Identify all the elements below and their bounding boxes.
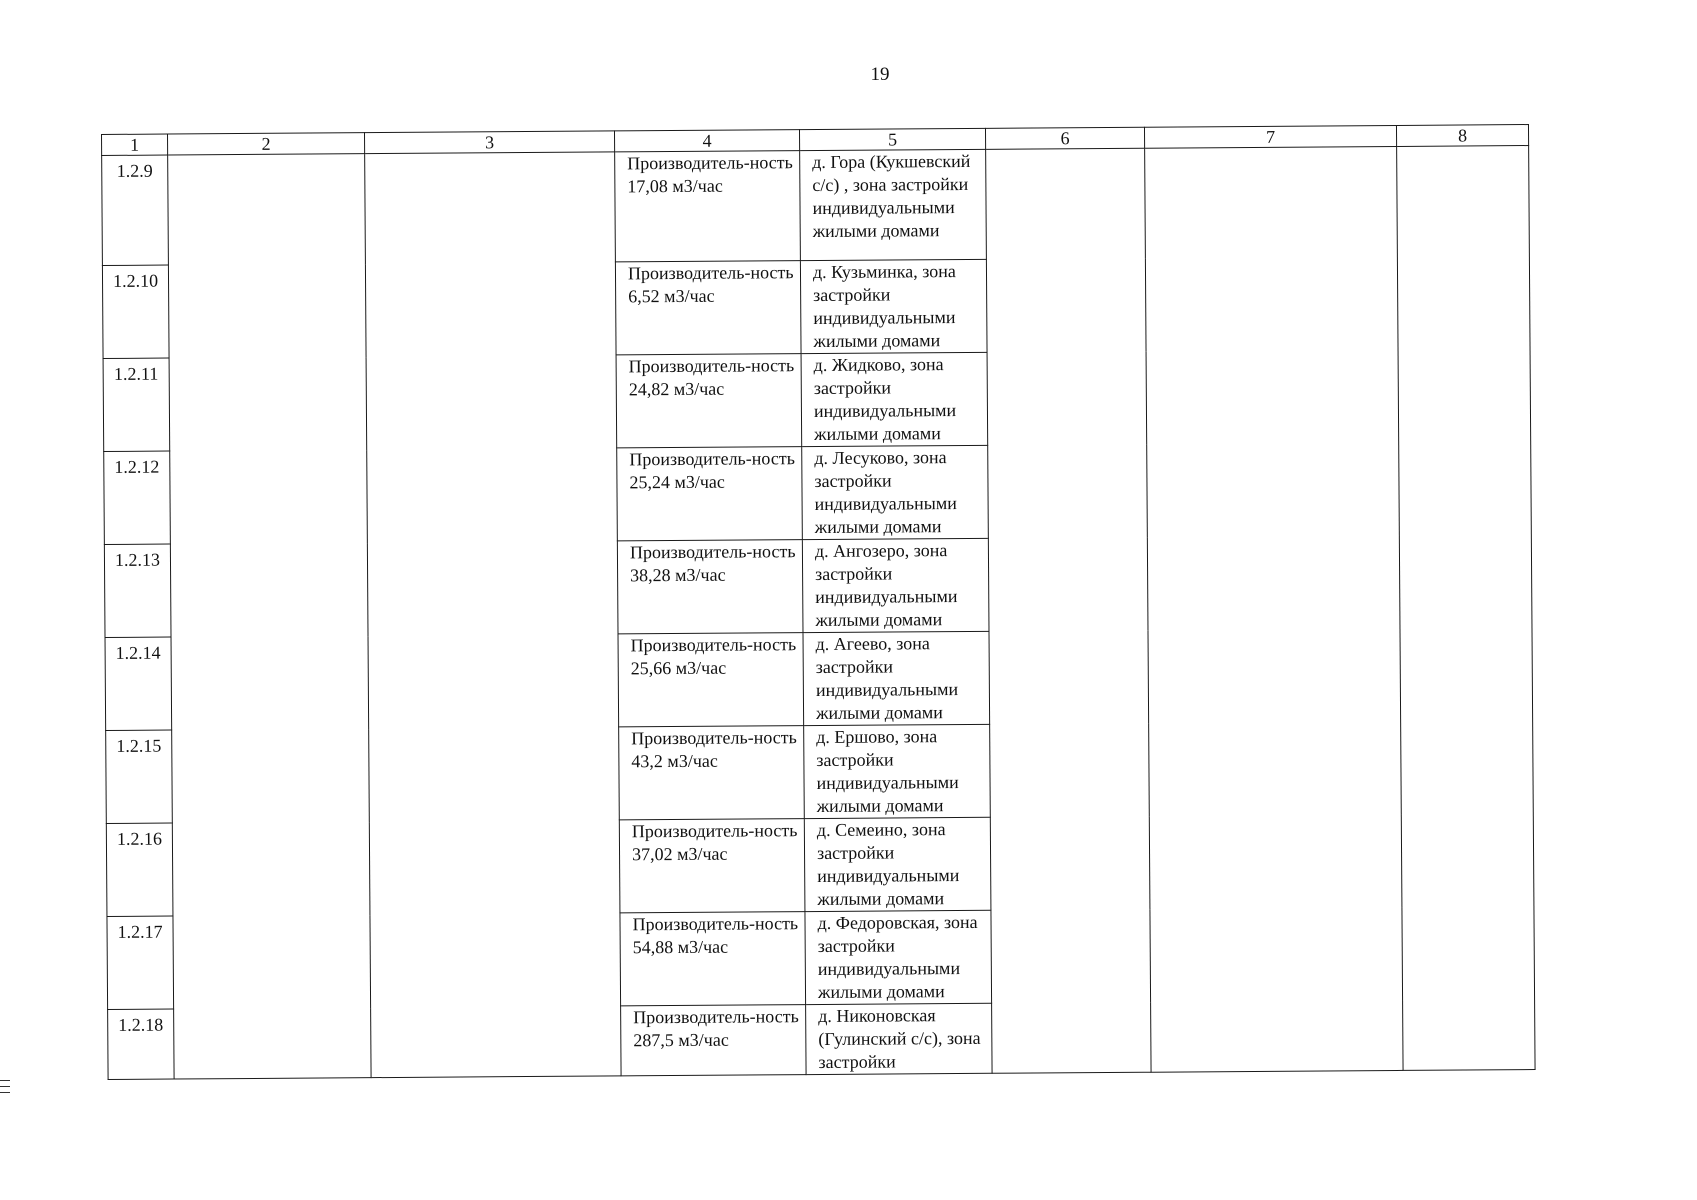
location-cell: д. Ангозеро, зона застройки индивидуальными жилыми домами [802, 538, 989, 632]
location-cell: д. Агеево, зона застройки индивидуальными жилыми домами [803, 631, 990, 725]
column-3-cell [365, 152, 621, 1078]
scan-edge-marks [0, 1080, 10, 1098]
row-number: 1.2.18 [108, 1009, 174, 1079]
capacity-cell: Производитель-ность 37,02 м3/час [619, 819, 805, 913]
capacity-cell: Производитель-ность 287,5 м3/час [621, 1005, 806, 1076]
row-number: 1.2.16 [106, 823, 173, 916]
capacity-cell: Производитель-ность 54,88 м3/час [620, 912, 806, 1006]
page-number: 19 [870, 64, 890, 85]
location-cell: д. Ершово, зона застройки индивидуальными жилыми домами [804, 724, 991, 818]
document-sheet [101, 124, 1536, 1080]
location-cell: д. Никоновская (Гулинский с/с), зона застройки [806, 1003, 992, 1074]
column-header: 8 [1396, 125, 1528, 147]
row-number: 1.2.14 [105, 637, 172, 730]
column-7-cell [1145, 146, 1403, 1072]
column-header: 1 [102, 134, 168, 155]
row-number: 1.2.15 [106, 730, 173, 823]
column-header: 2 [168, 133, 365, 155]
column-header: 5 [799, 128, 985, 150]
capacity-cell: Производитель-ность 24,82 м3/час [616, 354, 802, 448]
column-header: 4 [614, 130, 799, 152]
column-8-cell [1397, 146, 1535, 1071]
row-number: 1.2.13 [104, 544, 171, 637]
column-header: 6 [985, 127, 1144, 149]
row-number: 1.2.9 [102, 155, 169, 265]
capacity-cell: Производитель-ность 6,52 м3/час [615, 261, 801, 355]
location-cell: д. Кузьминка, зона застройки индивидуальными жилыми домами [800, 259, 987, 353]
row-number: 1.2.10 [102, 265, 169, 358]
table-row [102, 146, 1530, 266]
capacity-cell: Производитель-ность 25,66 м3/час [618, 633, 804, 727]
capacity-cell: Производитель-ность 25,24 м3/час [617, 447, 803, 541]
capacity-cell: Производитель-ность 43,2 м3/час [619, 726, 805, 820]
location-cell: д. Федоровская, зона застройки индивидуальными жилыми домами [805, 910, 992, 1004]
data-table [101, 124, 1536, 1080]
location-cell: д. Лесуково, зона застройки индивидуальными жилыми домами [802, 445, 989, 539]
location-cell: д. Семеино, зона застройки индивидуальными жилыми домами [804, 817, 991, 911]
column-6-cell [986, 148, 1151, 1073]
capacity-cell: Производитель-ность 17,08 м3/час [615, 151, 801, 262]
location-cell: д. Жидково, зона застройки индивидуальными жилыми домами [801, 352, 988, 446]
row-number: 1.2.11 [103, 358, 170, 451]
row-number: 1.2.12 [104, 451, 171, 544]
capacity-cell: Производитель-ность 38,28 м3/час [617, 540, 803, 634]
column-header: 7 [1144, 125, 1396, 148]
column-2-cell [168, 154, 371, 1079]
column-header: 3 [364, 131, 614, 154]
row-number: 1.2.17 [107, 916, 174, 1009]
location-cell: д. Гора (Кукшевский с/с) , зона застройки индивидуальными жилыми домами [800, 149, 987, 260]
